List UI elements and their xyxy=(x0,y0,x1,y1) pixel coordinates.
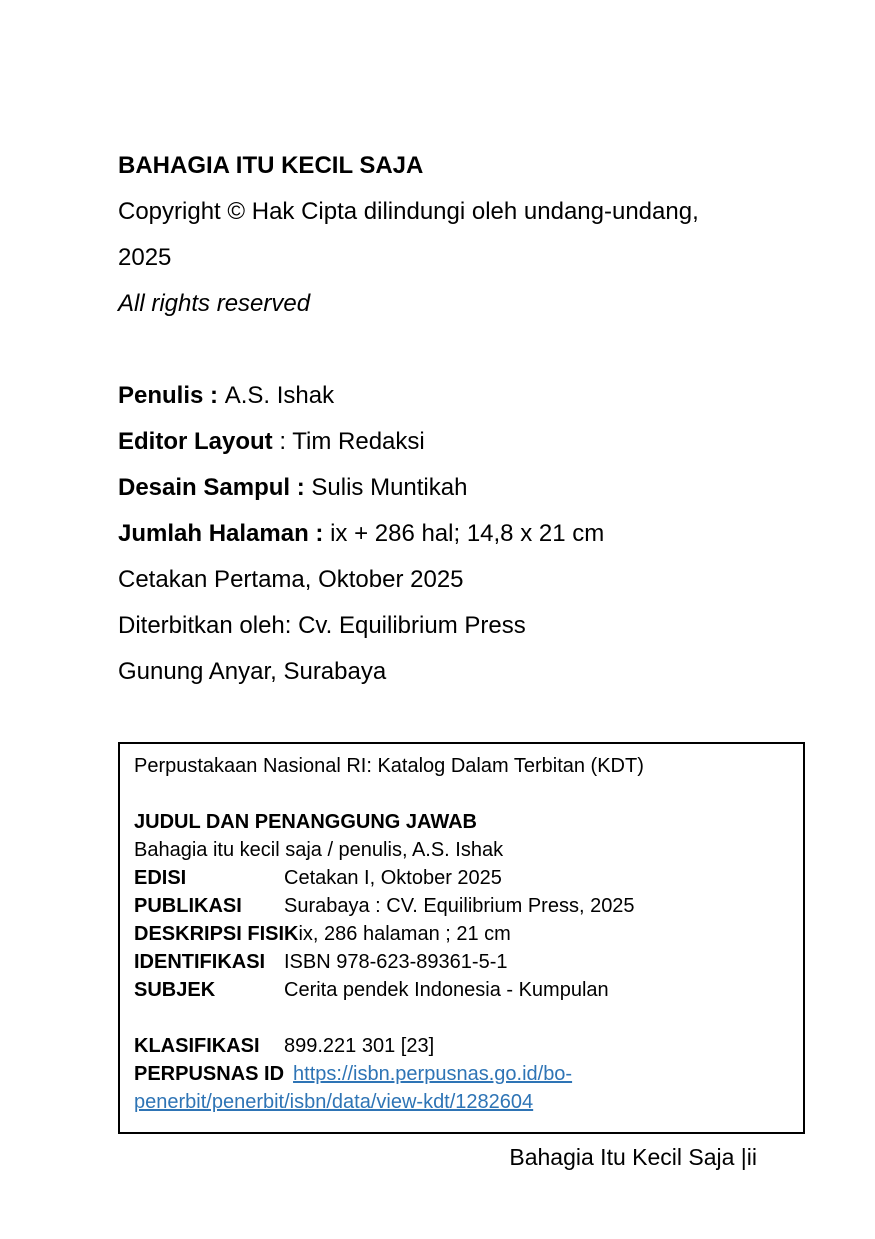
credit-line-editor-layout xyxy=(118,419,757,465)
rights-reserved-line: All rights reserved xyxy=(118,290,311,317)
kdt-section-heading: JUDUL DAN PENANGGUNG JAWAB xyxy=(134,811,477,833)
credit-label-jumlah-halaman: Jumlah Halaman : xyxy=(118,520,331,547)
kdt-value-identifikasi: ISBN 978-623-89361-5-1 xyxy=(284,951,508,973)
kdt-row-deskripsi-fisik xyxy=(134,920,789,948)
printing-line-alamat: Gunung Anyar, Surabaya xyxy=(118,658,387,685)
credit-value-penulis: A.S. Ishak xyxy=(224,382,335,409)
kdt-value-subjek: Cerita pendek Indonesia - Kumpulan xyxy=(284,979,609,1001)
kdt-header: Perpustakaan Nasional RI: Katalog Dalam Terbitan (KDT) xyxy=(134,755,644,777)
kdt-label-publikasi: PUBLIKASI xyxy=(134,895,242,917)
credit-label-desain-sampul: Desain Sampul : xyxy=(118,474,312,501)
kdt-row-publikasi xyxy=(134,892,789,920)
kdt-value-publikasi: Surabaya : CV. Equilibrium Press, 2025 xyxy=(284,895,635,917)
printing-line-cetakan: Cetakan Pertama, Oktober 2025 xyxy=(118,566,464,593)
kdt-catalog-box xyxy=(118,742,805,1134)
kdt-row-edisi xyxy=(134,864,789,892)
kdt-label-edisi: EDISI xyxy=(134,867,187,889)
credit-value-jumlah-halaman: ix + 286 hal; 14,8 x 21 cm xyxy=(330,520,605,547)
credit-line-desain-sampul xyxy=(118,465,757,511)
credit-label-editor-layout: Editor Layout xyxy=(118,428,280,455)
page-footer: Bahagia Itu Kecil Saja |ii xyxy=(509,1144,757,1170)
spacer xyxy=(134,1004,789,1032)
kdt-label-perpusnas-id: PERPUSNAS ID xyxy=(134,1063,285,1085)
kdt-value-edisi: Cetakan I, Oktober 2025 xyxy=(284,867,502,889)
kdt-value-deskripsi-fisik: ix, 286 halaman ; 21 cm xyxy=(298,923,511,945)
kdt-row-perpusnas-id xyxy=(134,1060,789,1116)
kdt-label-subjek: SUBJEK xyxy=(134,979,216,1001)
kdt-label-klasifikasi: KLASIFIKASI xyxy=(134,1035,260,1057)
kdt-row-klasifikasi xyxy=(134,1032,789,1060)
credit-line-penulis xyxy=(118,373,757,419)
kdt-row-identifikasi xyxy=(134,948,789,976)
book-title: BAHAGIA ITU KECIL SAJA xyxy=(118,152,424,179)
printing-line-penerbit: Diterbitkan oleh: Cv. Equilibrium Press xyxy=(118,612,526,639)
spacer xyxy=(134,780,789,808)
credit-value-desain-sampul: Sulis Muntikah xyxy=(311,474,468,501)
perpusnas-link[interactable]: https://isbn.perpusnas.go.id/bo-penerbit/penerbit/isbn/data/view-kdt/1282604 xyxy=(134,1063,573,1113)
credit-label-penulis: Penulis : xyxy=(118,382,225,409)
kdt-title-statement: Bahagia itu kecil saja / penulis, A.S. Ishak xyxy=(134,839,504,861)
kdt-label-identifikasi: IDENTIFIKASI xyxy=(134,951,266,973)
credit-line-jumlah-halaman xyxy=(118,511,757,557)
kdt-row-subjek xyxy=(134,976,789,1004)
kdt-value-klasifikasi: 899.221 301 [23] xyxy=(284,1035,435,1057)
kdt-label-deskripsi-fisik: DESKRIPSI FISIK xyxy=(134,923,299,945)
copyright-line: Copyright © Hak Cipta dilindungi oleh undang-undang, 2025 xyxy=(118,198,706,271)
spacer xyxy=(118,327,757,373)
credit-value-editor-layout: : Tim Redaksi xyxy=(279,428,425,455)
